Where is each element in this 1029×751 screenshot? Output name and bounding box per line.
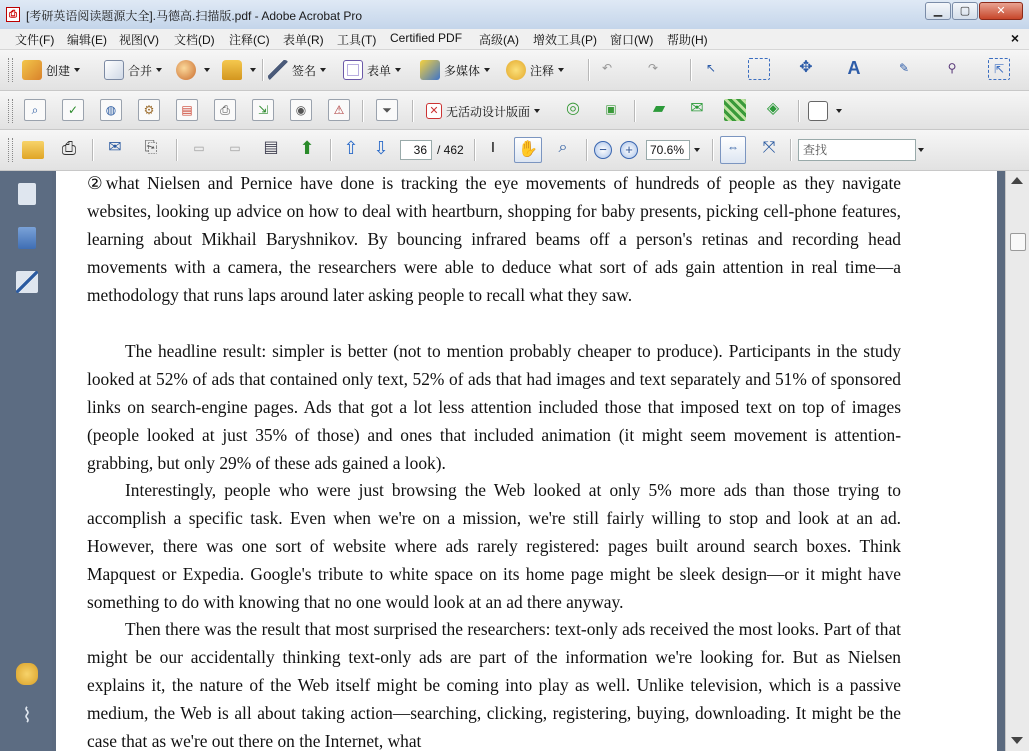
filter-icon[interactable]: ⏷ [376,99,398,121]
multimedia-icon [420,60,440,80]
menu-certified-pdf[interactable]: Certified PDF [390,31,463,45]
pattern-icon[interactable] [724,99,746,121]
share-icon[interactable]: ⬆ [299,138,315,158]
pen-icon [268,60,288,80]
previous-page-icon[interactable]: ⇧ [343,138,359,158]
warning-icon[interactable]: ⚠ [328,99,350,121]
comment-button[interactable]: 注释 [506,57,564,83]
menu-document[interactable]: 文档(D) [174,33,215,47]
paragraph-4: Then there was the result that most surprised the researchers: text-only ads received the most looks. Part of that might be our accidentally thinking text-only ads are part of the information we're looking for. But as Nielsen explains it, the nature of the Web itself might be coming into play as well. Unlike television, which is a passive medium, the Web is all about taking action—searching, clicking, registering, buying, downloading. It might be the case that as we're out there on the Internet, what [87,619,901,751]
pages-panel-icon[interactable] [18,183,36,205]
maximize-button[interactable]: ▢ [952,2,978,20]
menu-help[interactable]: 帮助(H) [667,33,708,47]
menu-bar [0,29,1029,50]
pushpin-icon[interactable]: ⚲ [947,61,957,75]
hand-tool-icon[interactable]: ✋ [514,137,542,163]
pdf-icon: ⎙ [6,7,20,22]
signatures-panel-icon[interactable] [16,271,38,293]
toolbar-grip[interactable] [8,99,13,123]
combine-files-icon [104,60,124,80]
search-input[interactable]: 查找 [798,139,916,161]
close-document-icon[interactable]: × [1010,30,1019,46]
secure-button[interactable] [222,57,256,83]
title-bar [0,0,1029,30]
toolbar-grip[interactable] [8,58,13,82]
menu-tools[interactable]: 工具(T) [337,33,377,47]
collaborate-button[interactable] [176,57,210,83]
zoom-in-icon[interactable]: + [620,141,638,159]
next-page-icon[interactable]: ⇩ [373,138,389,158]
paragraph-2: The headline result: simpler is better (not to mention probably cheaper to produce). Participants in the study looked at 52% of ads that contained only text, 52% of ads that had images and text separately and 51% of sponsored links on search-engine pages. Ads that got a lot less attention included those that imposed text on top of images (people looked at just 35% of those) and ones that included animation (it might seem movement is attention-grabbing, but only 29% of these ads gained a look). [87,341,901,473]
envelope-icon[interactable]: ✉ [690,100,704,117]
move-tool-icon[interactable]: ✥ [799,59,813,76]
navigation-pane [0,171,52,751]
select-text-icon[interactable]: I [490,139,496,156]
email-icon[interactable]: ✉ [108,139,122,156]
fit-page-icon[interactable]: ⤧ [762,139,776,156]
print-icon[interactable]: ⎙ [61,138,77,158]
gear-icon[interactable]: ⚙ [138,99,160,121]
scroll-down-icon[interactable] [1011,737,1023,744]
window-title: [考研英语阅读题源大全].马德高.扫描版.pdf - Adobe Acrobat Pro [26,9,363,23]
create-pdf-icon [22,60,42,80]
menu-edit[interactable]: 编辑(E) [67,33,107,47]
frame-icon[interactable]: ▣ [605,102,617,116]
circle-icon[interactable]: ◎ [566,100,580,117]
sign-button[interactable]: 签名 [268,57,326,83]
zoom-tool-icon[interactable]: ⌕ [558,139,568,156]
zoom-out-icon[interactable]: − [594,141,612,159]
menu-forms[interactable]: 表单(R) [283,33,324,47]
menu-file[interactable]: 文件(F) [15,33,55,47]
navigation-toolbar [0,130,1029,171]
pdf-page [56,171,997,751]
search-dropdown[interactable] [914,144,924,156]
tasks-toolbar [0,50,1029,91]
bookmarks-panel-icon[interactable] [18,227,36,249]
save-copy-icon[interactable]: ▭ [229,141,241,155]
redo-icon[interactable]: ↷ [647,61,659,75]
layers-icon[interactable]: ◈ [766,100,780,117]
create-button[interactable]: 创建 [22,57,80,83]
document-viewport[interactable] [52,171,1005,751]
clipboard-icon[interactable]: ⎘ [144,139,158,156]
globe-icon[interactable]: ◍ [100,99,122,121]
no-dynamic-icon: ✕ [426,103,442,119]
select-tool-icon[interactable]: ↖ [705,61,717,75]
fit-width-icon[interactable]: ⇔ [720,136,746,164]
scrollbar-thumb[interactable] [1010,233,1026,251]
paragraph-1: ②what Nielsen and Pernice have done is tracking the eye movements of hundreds of people as they navigate websites, looking up advice on how to deal with heartburn, shopping for baby presents, picking cell-phone features, learning about Mikhail Baryshnikov. By bouncing infrared beams off a person's retinas and recording head movements with a camera, the researchers were able to deduce what sort of ads gain attention in real time—a methodology that runs laps around later asking people to recall what they saw. [87,173,901,305]
open-folder-icon[interactable] [22,141,44,159]
object-touchup-icon[interactable]: ✎ [898,61,910,75]
menu-view[interactable]: 视图(V) [119,33,159,47]
print-icon[interactable]: ⎙ [214,99,236,121]
check-icon[interactable]: ✓ [62,99,84,121]
combine-button[interactable]: 合并 [104,57,162,83]
form-icon [343,60,363,80]
document-icon[interactable]: ▤ [263,139,279,156]
scroll-up-icon[interactable] [1011,177,1023,184]
vertical-scrollbar[interactable] [1005,171,1029,751]
text-touchup-icon[interactable]: A [847,58,861,78]
page-total-label: / 462 [437,143,464,157]
color-blocks-icon[interactable]: ▤ [176,99,198,121]
comments-panel-icon[interactable] [16,663,38,685]
page-layout-dropdown[interactable] [808,98,842,124]
speech-bubble-icon[interactable]: ▰ [652,100,666,117]
save-icon[interactable]: ▭ [193,141,205,155]
zoom-level-input[interactable]: 70.6% [646,140,690,160]
page-layout-icon [808,101,828,121]
export-icon[interactable]: ⇲ [252,99,274,121]
marquee-select-icon[interactable] [748,58,770,80]
menu-window[interactable]: 窗口(W) [610,33,654,47]
multimedia-button[interactable]: 多媒体 [420,57,490,83]
comment-bubble-icon [506,60,526,80]
undo-icon[interactable]: ↶ [601,61,613,75]
forms-button[interactable]: 表单 [343,57,401,83]
tools-toolbar [0,91,1029,130]
paragraph-3: Interestingly, people who were just browsing the Web looked at only 5% more ads than those trying to accomplish a specific task. Even when we're on a mission, we're still fairly willing to stop and look at an ad. However, there was one sort of website where ads rarely registered: pages built around search boxes. Think Mapquest or Expedia. Google's tribute to white space on its home page might be sleek design—or it might have something to do with knowing that no one would look at an ad there anyway. [87,480,901,612]
lock-icon [222,60,242,80]
close-button[interactable]: ✕ [979,2,1023,20]
attachments-panel-icon[interactable]: ⌇ [22,705,32,727]
collaborate-icon [176,60,196,80]
zoom-dropdown[interactable] [690,144,700,156]
toolbar-grip[interactable] [8,138,13,162]
menu-plugins[interactable]: 增效工具(P) [533,33,597,47]
snapshot-icon[interactable]: ⇱ [988,58,1010,80]
dynamic-layout-dropdown[interactable]: ✕ 无活动设计版面 [426,98,540,124]
minimize-button[interactable]: ▁ [925,2,951,20]
page-number-input[interactable]: 36 [400,140,432,160]
magnifier-icon[interactable]: ⌕ [24,99,46,121]
camera-icon[interactable]: ◉ [290,99,312,121]
menu-advanced[interactable]: 高级(A) [479,33,519,47]
menu-comments[interactable]: 注释(C) [229,33,270,47]
